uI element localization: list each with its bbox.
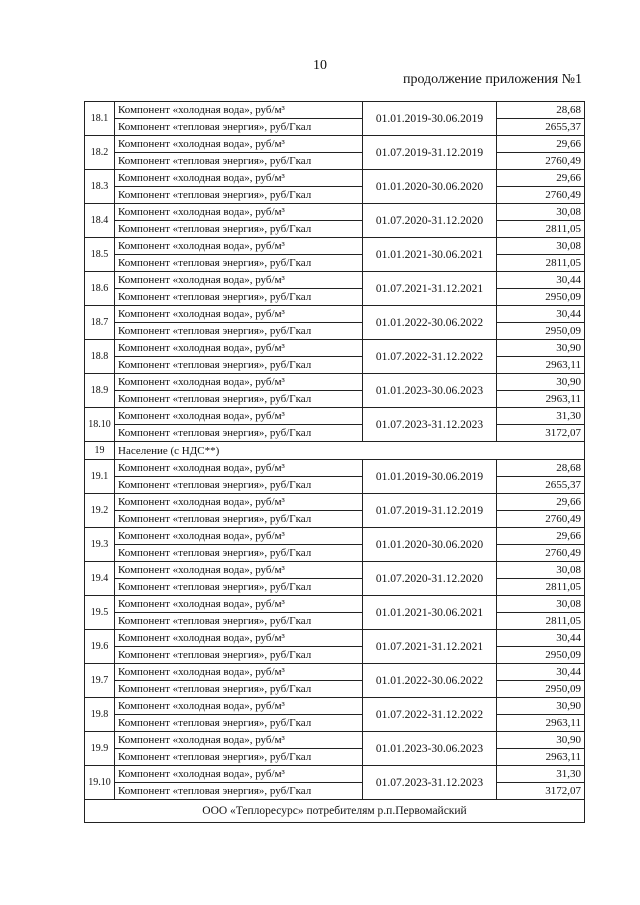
table-row <box>85 119 585 136</box>
period: 01.07.2019-31.12.2019 <box>363 494 497 528</box>
cold-water-tariff: 30,90 <box>497 374 585 391</box>
row-number: 19.7 <box>85 664 115 698</box>
component-cold-water: Компонент «холодная вода», руб/м³ <box>115 562 363 579</box>
row-number: 18.2 <box>85 136 115 170</box>
component-heat-energy: Компонент «тепловая энергия», руб/Гкал <box>115 119 363 136</box>
cold-water-tariff: 31,30 <box>497 408 585 425</box>
table-row <box>85 391 585 408</box>
heat-energy-tariff: 3172,07 <box>497 425 585 442</box>
component-heat-energy: Компонент «тепловая энергия», руб/Гкал <box>115 187 363 204</box>
period: 01.01.2023-30.06.2023 <box>363 732 497 766</box>
component-heat-energy: Компонент «тепловая энергия», руб/Гкал <box>115 749 363 766</box>
period: 01.07.2022-31.12.2022 <box>363 698 497 732</box>
component-heat-energy: Компонент «тепловая энергия», руб/Гкал <box>115 255 363 272</box>
table-row <box>85 528 585 545</box>
heat-energy-tariff: 2760,49 <box>497 511 585 528</box>
period: 01.01.2019-30.06.2019 <box>363 460 497 494</box>
component-cold-water: Компонент «холодная вода», руб/м³ <box>115 374 363 391</box>
tariff-table-body <box>85 102 585 800</box>
table-row <box>85 664 585 681</box>
period: 01.07.2021-31.12.2021 <box>363 630 497 664</box>
period: 01.07.2023-31.12.2023 <box>363 766 497 800</box>
component-cold-water: Компонент «холодная вода», руб/м³ <box>115 102 363 119</box>
tariff-table <box>84 101 585 823</box>
period: 01.07.2022-31.12.2022 <box>363 340 497 374</box>
heat-energy-tariff: 2950,09 <box>497 323 585 340</box>
table-row <box>85 357 585 374</box>
cold-water-tariff: 30,08 <box>497 596 585 613</box>
table-row <box>85 545 585 562</box>
heat-energy-tariff: 2963,11 <box>497 391 585 408</box>
table-row <box>85 136 585 153</box>
component-cold-water: Компонент «холодная вода», руб/м³ <box>115 494 363 511</box>
row-number: 19.9 <box>85 732 115 766</box>
row-number: 18.1 <box>85 102 115 136</box>
table-row <box>85 289 585 306</box>
period: 01.07.2019-31.12.2019 <box>363 136 497 170</box>
table-row <box>85 698 585 715</box>
component-heat-energy: Компонент «тепловая энергия», руб/Гкал <box>115 153 363 170</box>
heat-energy-tariff: 2811,05 <box>497 221 585 238</box>
cold-water-tariff: 30,90 <box>497 340 585 357</box>
component-heat-energy: Компонент «тепловая энергия», руб/Гкал <box>115 579 363 596</box>
heat-energy-tariff: 2655,37 <box>497 119 585 136</box>
period: 01.01.2019-30.06.2019 <box>363 102 497 136</box>
cold-water-tariff: 31,30 <box>497 766 585 783</box>
component-heat-energy: Компонент «тепловая энергия», руб/Гкал <box>115 681 363 698</box>
cold-water-tariff: 30,44 <box>497 272 585 289</box>
cold-water-tariff: 30,08 <box>497 204 585 221</box>
cold-water-tariff: 30,08 <box>497 238 585 255</box>
cold-water-tariff: 29,66 <box>497 528 585 545</box>
component-cold-water: Компонент «холодная вода», руб/м³ <box>115 664 363 681</box>
table-row <box>85 170 585 187</box>
cold-water-tariff: 28,68 <box>497 460 585 477</box>
table-row <box>85 511 585 528</box>
component-heat-energy: Компонент «тепловая энергия», руб/Гкал <box>115 391 363 408</box>
component-heat-energy: Компонент «тепловая энергия», руб/Гкал <box>115 323 363 340</box>
table-row <box>85 187 585 204</box>
table-row <box>85 562 585 579</box>
heat-energy-tariff: 3172,07 <box>497 783 585 800</box>
heat-energy-tariff: 2760,49 <box>497 187 585 204</box>
table-row <box>85 408 585 425</box>
row-number: 19.2 <box>85 494 115 528</box>
component-cold-water: Компонент «холодная вода», руб/м³ <box>115 460 363 477</box>
table-row <box>85 238 585 255</box>
period: 01.07.2021-31.12.2021 <box>363 272 497 306</box>
table-row <box>85 579 585 596</box>
period: 01.01.2021-30.06.2021 <box>363 238 497 272</box>
section-row <box>85 442 585 460</box>
row-number: 18.9 <box>85 374 115 408</box>
table-row <box>85 323 585 340</box>
period: 01.07.2020-31.12.2020 <box>363 204 497 238</box>
component-heat-energy: Компонент «тепловая энергия», руб/Гкал <box>115 477 363 494</box>
component-heat-energy: Компонент «тепловая энергия», руб/Гкал <box>115 357 363 374</box>
heat-energy-tariff: 2963,11 <box>497 357 585 374</box>
cold-water-tariff: 30,44 <box>497 630 585 647</box>
period: 01.01.2021-30.06.2021 <box>363 596 497 630</box>
table-row <box>85 613 585 630</box>
row-number: 18.10 <box>85 408 115 442</box>
table-row <box>85 630 585 647</box>
component-cold-water: Компонент «холодная вода», руб/м³ <box>115 698 363 715</box>
row-number: 18.4 <box>85 204 115 238</box>
component-cold-water: Компонент «холодная вода», руб/м³ <box>115 272 363 289</box>
cold-water-tariff: 29,66 <box>497 170 585 187</box>
period: 01.01.2022-30.06.2022 <box>363 664 497 698</box>
cold-water-tariff: 29,66 <box>497 136 585 153</box>
component-cold-water: Компонент «холодная вода», руб/м³ <box>115 732 363 749</box>
component-cold-water: Компонент «холодная вода», руб/м³ <box>115 408 363 425</box>
table-row <box>85 596 585 613</box>
period: 01.01.2020-30.06.2020 <box>363 528 497 562</box>
table-row <box>85 732 585 749</box>
component-heat-energy: Компонент «тепловая энергия», руб/Гкал <box>115 221 363 238</box>
row-number: 18.6 <box>85 272 115 306</box>
cold-water-tariff: 30,44 <box>497 664 585 681</box>
section-title: Население (с НДС**) <box>115 442 585 460</box>
table-row <box>85 715 585 732</box>
component-cold-water: Компонент «холодная вода», руб/м³ <box>115 306 363 323</box>
heat-energy-tariff: 2950,09 <box>497 647 585 664</box>
table-row <box>85 340 585 357</box>
section-number: 19 <box>85 442 115 460</box>
component-heat-energy: Компонент «тепловая энергия», руб/Гкал <box>115 613 363 630</box>
table-row <box>85 221 585 238</box>
component-heat-energy: Компонент «тепловая энергия», руб/Гкал <box>115 425 363 442</box>
heat-energy-tariff: 2760,49 <box>497 545 585 562</box>
table-row <box>85 204 585 221</box>
component-cold-water: Компонент «холодная вода», руб/м³ <box>115 170 363 187</box>
component-cold-water: Компонент «холодная вода», руб/м³ <box>115 340 363 357</box>
table-row <box>85 477 585 494</box>
period: 01.01.2022-30.06.2022 <box>363 306 497 340</box>
component-cold-water: Компонент «холодная вода», руб/м³ <box>115 204 363 221</box>
row-number: 19.6 <box>85 630 115 664</box>
cold-water-tariff: 30,08 <box>497 562 585 579</box>
row-number: 18.7 <box>85 306 115 340</box>
cold-water-tariff: 30,90 <box>497 698 585 715</box>
heat-energy-tariff: 2950,09 <box>497 681 585 698</box>
table-row <box>85 766 585 783</box>
table-row <box>85 783 585 800</box>
page-number: 10 <box>313 58 327 73</box>
row-number: 19.3 <box>85 528 115 562</box>
component-heat-energy: Компонент «тепловая энергия», руб/Гкал <box>115 545 363 562</box>
row-number: 19.1 <box>85 460 115 494</box>
appendix-continuation-label: продолжение приложения №1 <box>402 72 582 87</box>
row-number: 18.8 <box>85 340 115 374</box>
table-row <box>85 494 585 511</box>
table-row <box>85 153 585 170</box>
component-heat-energy: Компонент «тепловая энергия», руб/Гкал <box>115 783 363 800</box>
row-number: 19.4 <box>85 562 115 596</box>
table-row <box>85 749 585 766</box>
heat-energy-tariff: 2760,49 <box>497 153 585 170</box>
heat-energy-tariff: 2963,11 <box>497 715 585 732</box>
cold-water-tariff: 30,44 <box>497 306 585 323</box>
component-cold-water: Компонент «холодная вода», руб/м³ <box>115 596 363 613</box>
table-footer-text: ООО «Теплоресурс» потребителям р.п.Первомайский <box>85 800 585 823</box>
period: 01.07.2020-31.12.2020 <box>363 562 497 596</box>
component-cold-water: Компонент «холодная вода», руб/м³ <box>115 528 363 545</box>
period: 01.07.2023-31.12.2023 <box>363 408 497 442</box>
table-row <box>85 681 585 698</box>
component-cold-water: Компонент «холодная вода», руб/м³ <box>115 238 363 255</box>
heat-energy-tariff: 2655,37 <box>497 477 585 494</box>
heat-energy-tariff: 2811,05 <box>497 579 585 596</box>
table-row <box>85 255 585 272</box>
row-number: 18.5 <box>85 238 115 272</box>
row-number: 19.5 <box>85 596 115 630</box>
table-footer-row <box>85 800 585 823</box>
heat-energy-tariff: 2811,05 <box>497 255 585 272</box>
component-heat-energy: Компонент «тепловая энергия», руб/Гкал <box>115 647 363 664</box>
heat-energy-tariff: 2963,11 <box>497 749 585 766</box>
period: 01.01.2023-30.06.2023 <box>363 374 497 408</box>
heat-energy-tariff: 2950,09 <box>497 289 585 306</box>
component-cold-water: Компонент «холодная вода», руб/м³ <box>115 136 363 153</box>
cold-water-tariff: 29,66 <box>497 494 585 511</box>
row-number: 18.3 <box>85 170 115 204</box>
heat-energy-tariff: 2811,05 <box>497 613 585 630</box>
table-row <box>85 102 585 119</box>
period: 01.01.2020-30.06.2020 <box>363 170 497 204</box>
component-cold-water: Компонент «холодная вода», руб/м³ <box>115 766 363 783</box>
table-row <box>85 306 585 323</box>
row-number: 19.10 <box>85 766 115 800</box>
table-row <box>85 272 585 289</box>
component-heat-energy: Компонент «тепловая энергия», руб/Гкал <box>115 715 363 732</box>
table-row <box>85 460 585 477</box>
cold-water-tariff: 30,90 <box>497 732 585 749</box>
cold-water-tariff: 28,68 <box>497 102 585 119</box>
row-number: 19.8 <box>85 698 115 732</box>
component-cold-water: Компонент «холодная вода», руб/м³ <box>115 630 363 647</box>
table-row <box>85 425 585 442</box>
table-row <box>85 647 585 664</box>
table-row <box>85 374 585 391</box>
component-heat-energy: Компонент «тепловая энергия», руб/Гкал <box>115 289 363 306</box>
component-heat-energy: Компонент «тепловая энергия», руб/Гкал <box>115 511 363 528</box>
